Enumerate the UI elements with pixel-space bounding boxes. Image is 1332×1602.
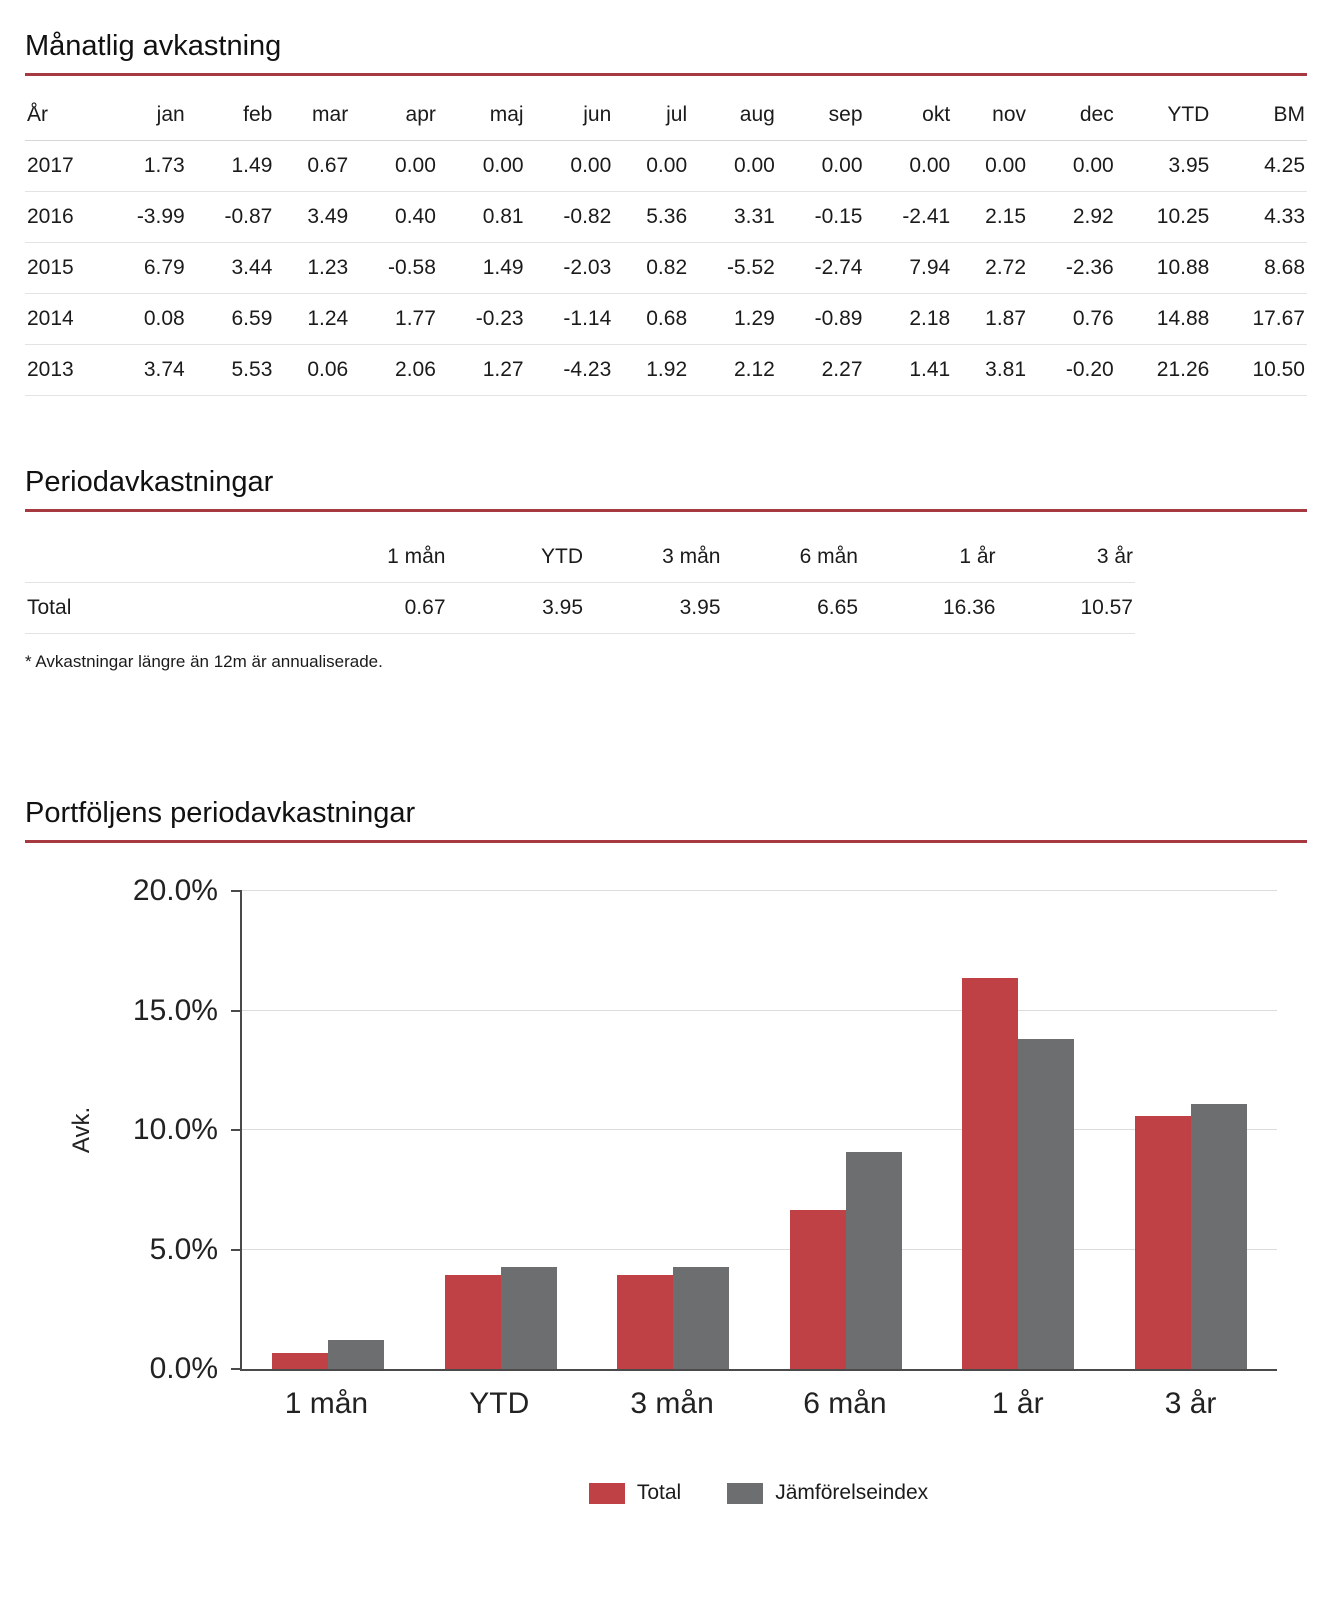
periods-table-row xyxy=(25,583,1135,634)
bar-series-1 xyxy=(1018,1039,1074,1369)
monthly-table-cell: 2013 xyxy=(25,345,99,396)
bar-group xyxy=(587,891,760,1369)
monthly-table-header-row xyxy=(25,90,1307,141)
monthly-column-header: maj xyxy=(438,90,526,141)
monthly-table-cell: 3.44 xyxy=(187,243,275,294)
legend-label: Total xyxy=(636,1481,682,1504)
monthly-table-cell: 2.72 xyxy=(952,243,1028,294)
monthly-column-header: okt xyxy=(865,90,953,141)
monthly-table-cell: 1.49 xyxy=(438,243,526,294)
periods-column-header: 3 år xyxy=(1096,545,1133,568)
x-axis-label: 3 år xyxy=(1164,1387,1217,1420)
monthly-column-header: nov xyxy=(952,90,1028,141)
monthly-table-cell: -0.82 xyxy=(526,192,614,243)
periods-column-header xyxy=(25,532,310,583)
monthly-returns-section xyxy=(25,30,1307,396)
monthly-column-header: YTD xyxy=(1116,90,1212,141)
monthly-table-cell: 0.00 xyxy=(865,141,953,192)
monthly-table-cell: 2016 xyxy=(25,192,99,243)
monthly-table-cell: 7.94 xyxy=(865,243,953,294)
monthly-table-cell: 0.40 xyxy=(350,192,438,243)
monthly-column-header: aug xyxy=(689,90,777,141)
legend-item xyxy=(727,1481,928,1505)
monthly-table-row xyxy=(25,243,1307,294)
monthly-table-row xyxy=(25,192,1307,243)
periods-column-header: YTD xyxy=(541,545,583,568)
monthly-table-head xyxy=(25,90,1307,141)
monthly-table-cell: -2.74 xyxy=(777,243,865,294)
monthly-table-cell: -0.20 xyxy=(1028,345,1116,396)
monthly-table-cell: 0.82 xyxy=(613,243,689,294)
bar-series-0 xyxy=(272,1353,328,1369)
bar-group xyxy=(932,891,1105,1369)
periods-table-cell: 16.36 xyxy=(860,583,998,634)
y-tick-label: 0.0% xyxy=(149,1352,218,1385)
monthly-table-cell: 4.25 xyxy=(1211,141,1307,192)
bar-group xyxy=(242,891,415,1369)
x-axis-label: 1 år xyxy=(991,1387,1044,1420)
bar-series-0 xyxy=(617,1275,673,1369)
bar-series-0 xyxy=(962,978,1018,1369)
annualized-returns-footnote: * Avkastningar längre än 12m är annualiserade. xyxy=(25,652,383,671)
monthly-table-cell: 0.00 xyxy=(1028,141,1116,192)
periods-table-header-row xyxy=(25,532,1135,583)
bar-chart xyxy=(68,874,1277,1505)
monthly-table-cell: 17.67 xyxy=(1211,294,1307,345)
monthly-table-cell: 10.50 xyxy=(1211,345,1307,396)
monthly-table-cell: 5.53 xyxy=(187,345,275,396)
monthly-table-cell: 5.36 xyxy=(613,192,689,243)
monthly-table-cell: 0.81 xyxy=(438,192,526,243)
monthly-table-cell: -2.36 xyxy=(1028,243,1116,294)
monthly-table-cell: 0.00 xyxy=(689,141,777,192)
monthly-table-cell: -0.87 xyxy=(187,192,275,243)
monthly-column-header: BM xyxy=(1211,90,1307,141)
monthly-table-body xyxy=(25,141,1307,396)
period-returns-section xyxy=(25,466,1307,672)
section-divider-rule xyxy=(25,509,1307,512)
monthly-table-cell: 1.29 xyxy=(689,294,777,345)
monthly-returns-table xyxy=(25,90,1307,396)
monthly-table-cell: -2.03 xyxy=(526,243,614,294)
y-axis-tick xyxy=(231,1368,242,1370)
bar-group xyxy=(1105,891,1278,1369)
monthly-table-cell: 0.06 xyxy=(274,345,350,396)
x-axis-label: 3 mån xyxy=(630,1387,714,1420)
monthly-table-cell: -3.99 xyxy=(99,192,187,243)
monthly-table-cell: 3.31 xyxy=(689,192,777,243)
period-returns-title: Periodavkastningar xyxy=(25,466,274,498)
y-axis-tick xyxy=(231,1010,242,1012)
monthly-column-header: jul xyxy=(613,90,689,141)
monthly-table-cell: 6.79 xyxy=(99,243,187,294)
bar-series-1 xyxy=(673,1267,729,1369)
y-tick-label: 20.0% xyxy=(132,874,218,907)
monthly-table-cell: 3.49 xyxy=(274,192,350,243)
bars-container xyxy=(242,891,1277,1369)
monthly-table-cell: 2.92 xyxy=(1028,192,1116,243)
monthly-table-cell: 1.49 xyxy=(187,141,275,192)
portfolio-chart-title: Portföljens periodavkastningar xyxy=(25,797,416,829)
monthly-column-header: sep xyxy=(777,90,865,141)
periods-table-cell: 3.95 xyxy=(585,583,723,634)
monthly-table-row xyxy=(25,294,1307,345)
bar-series-1 xyxy=(501,1267,557,1369)
monthly-table-cell: 1.23 xyxy=(274,243,350,294)
monthly-table-cell: 0.00 xyxy=(526,141,614,192)
bar-group xyxy=(760,891,933,1369)
monthly-table-cell: -0.58 xyxy=(350,243,438,294)
monthly-table-cell: 1.41 xyxy=(865,345,953,396)
monthly-table-cell: -5.52 xyxy=(689,243,777,294)
bar-series-0 xyxy=(790,1210,846,1369)
x-axis-label: YTD xyxy=(469,1387,530,1420)
monthly-table-cell: 0.00 xyxy=(613,141,689,192)
y-axis-tick xyxy=(231,890,242,892)
periods-column-header: 6 mån xyxy=(799,545,858,568)
monthly-table-cell: -4.23 xyxy=(526,345,614,396)
monthly-table-cell: -2.41 xyxy=(865,192,953,243)
periods-table-cell: 0.67 xyxy=(310,583,448,634)
monthly-table-cell: 1.77 xyxy=(350,294,438,345)
x-axis-label: 6 mån xyxy=(803,1387,887,1420)
monthly-table-cell: 1.27 xyxy=(438,345,526,396)
x-axis-labels xyxy=(240,1387,1277,1421)
monthly-column-header: jun xyxy=(526,90,614,141)
monthly-table-cell: -0.15 xyxy=(777,192,865,243)
y-axis-tick xyxy=(231,1249,242,1251)
y-tick-label: 10.0% xyxy=(132,1113,218,1146)
y-tick-label: 5.0% xyxy=(149,1232,218,1266)
monthly-table-row xyxy=(25,345,1307,396)
bar-series-1 xyxy=(846,1152,902,1369)
monthly-table-cell: 1.92 xyxy=(613,345,689,396)
legend-swatch xyxy=(589,1483,625,1504)
monthly-table-cell: 2.15 xyxy=(952,192,1028,243)
monthly-table-cell: 14.88 xyxy=(1116,294,1212,345)
monthly-table-cell: 2017 xyxy=(25,141,99,192)
monthly-table-cell: 3.74 xyxy=(99,345,187,396)
periods-column-header: 1 mån xyxy=(387,545,446,568)
period-returns-table xyxy=(25,532,1135,634)
periods-table-cell: Total xyxy=(25,583,310,634)
monthly-table-cell: 0.00 xyxy=(952,141,1028,192)
monthly-table-cell: 1.87 xyxy=(952,294,1028,345)
monthly-table-cell: -1.14 xyxy=(526,294,614,345)
monthly-table-cell: 0.76 xyxy=(1028,294,1116,345)
monthly-table-cell: 1.24 xyxy=(274,294,350,345)
periods-table-head xyxy=(25,532,1135,583)
y-axis-tick xyxy=(231,1129,242,1131)
monthly-column-header: apr xyxy=(350,90,438,141)
monthly-table-cell: 10.25 xyxy=(1116,192,1212,243)
monthly-column-header: feb xyxy=(187,90,275,141)
monthly-column-header: mar xyxy=(274,90,350,141)
periods-table-cell: 6.65 xyxy=(723,583,861,634)
monthly-table-cell: 2014 xyxy=(25,294,99,345)
monthly-table-cell: 10.88 xyxy=(1116,243,1212,294)
bar-group xyxy=(415,891,588,1369)
portfolio-chart-section xyxy=(25,797,1307,1505)
monthly-table-row xyxy=(25,141,1307,192)
plot-area xyxy=(68,874,1277,1385)
bar-series-0 xyxy=(445,1275,501,1369)
bar-series-0 xyxy=(1135,1116,1191,1369)
legend-label: Jämförelseindex xyxy=(775,1481,929,1504)
monthly-table-cell: 3.81 xyxy=(952,345,1028,396)
x-axis-label: 1 mån xyxy=(284,1387,369,1420)
monthly-table-cell: 21.26 xyxy=(1116,345,1212,396)
bar-series-1 xyxy=(328,1340,384,1369)
monthly-table-cell: 0.68 xyxy=(613,294,689,345)
monthly-table-cell: 2015 xyxy=(25,243,99,294)
monthly-table-cell: 2.18 xyxy=(865,294,953,345)
monthly-table-cell: 0.00 xyxy=(350,141,438,192)
chart-legend xyxy=(240,1481,1277,1505)
monthly-table-cell: 0.08 xyxy=(99,294,187,345)
monthly-table-cell: 4.33 xyxy=(1211,192,1307,243)
monthly-table-cell: 2.12 xyxy=(689,345,777,396)
monthly-column-header: jan xyxy=(99,90,187,141)
monthly-table-cell: 2.27 xyxy=(777,345,865,396)
periods-table-cell: 10.57 xyxy=(998,583,1136,634)
legend-item xyxy=(589,1481,681,1505)
monthly-returns-title: Månatlig avkastning xyxy=(25,30,282,62)
monthly-table-cell: 0.67 xyxy=(274,141,350,192)
monthly-column-header: dec xyxy=(1028,90,1116,141)
periods-table-cell: 3.95 xyxy=(448,583,586,634)
y-tick-label: 15.0% xyxy=(132,993,218,1027)
bar-series-1 xyxy=(1191,1104,1247,1369)
monthly-table-cell: -0.23 xyxy=(438,294,526,345)
periods-table-body xyxy=(25,583,1135,634)
monthly-table-cell: 0.00 xyxy=(777,141,865,192)
legend-swatch xyxy=(727,1483,763,1504)
monthly-table-cell: 2.06 xyxy=(350,345,438,396)
periods-column-header: 3 mån xyxy=(662,545,721,568)
monthly-column-header: År xyxy=(25,90,99,141)
monthly-table-cell: 1.73 xyxy=(99,141,187,192)
monthly-table-cell: 8.68 xyxy=(1211,243,1307,294)
monthly-table-cell: 6.59 xyxy=(187,294,275,345)
monthly-table-cell: 3.95 xyxy=(1116,141,1212,192)
monthly-table-cell: -0.89 xyxy=(777,294,865,345)
y-axis-title: Avk. xyxy=(68,1106,95,1154)
periods-column-header: 1 år xyxy=(959,545,996,568)
section-divider-rule xyxy=(25,840,1307,843)
monthly-table-cell: 0.00 xyxy=(438,141,526,192)
section-divider-rule xyxy=(25,73,1307,76)
